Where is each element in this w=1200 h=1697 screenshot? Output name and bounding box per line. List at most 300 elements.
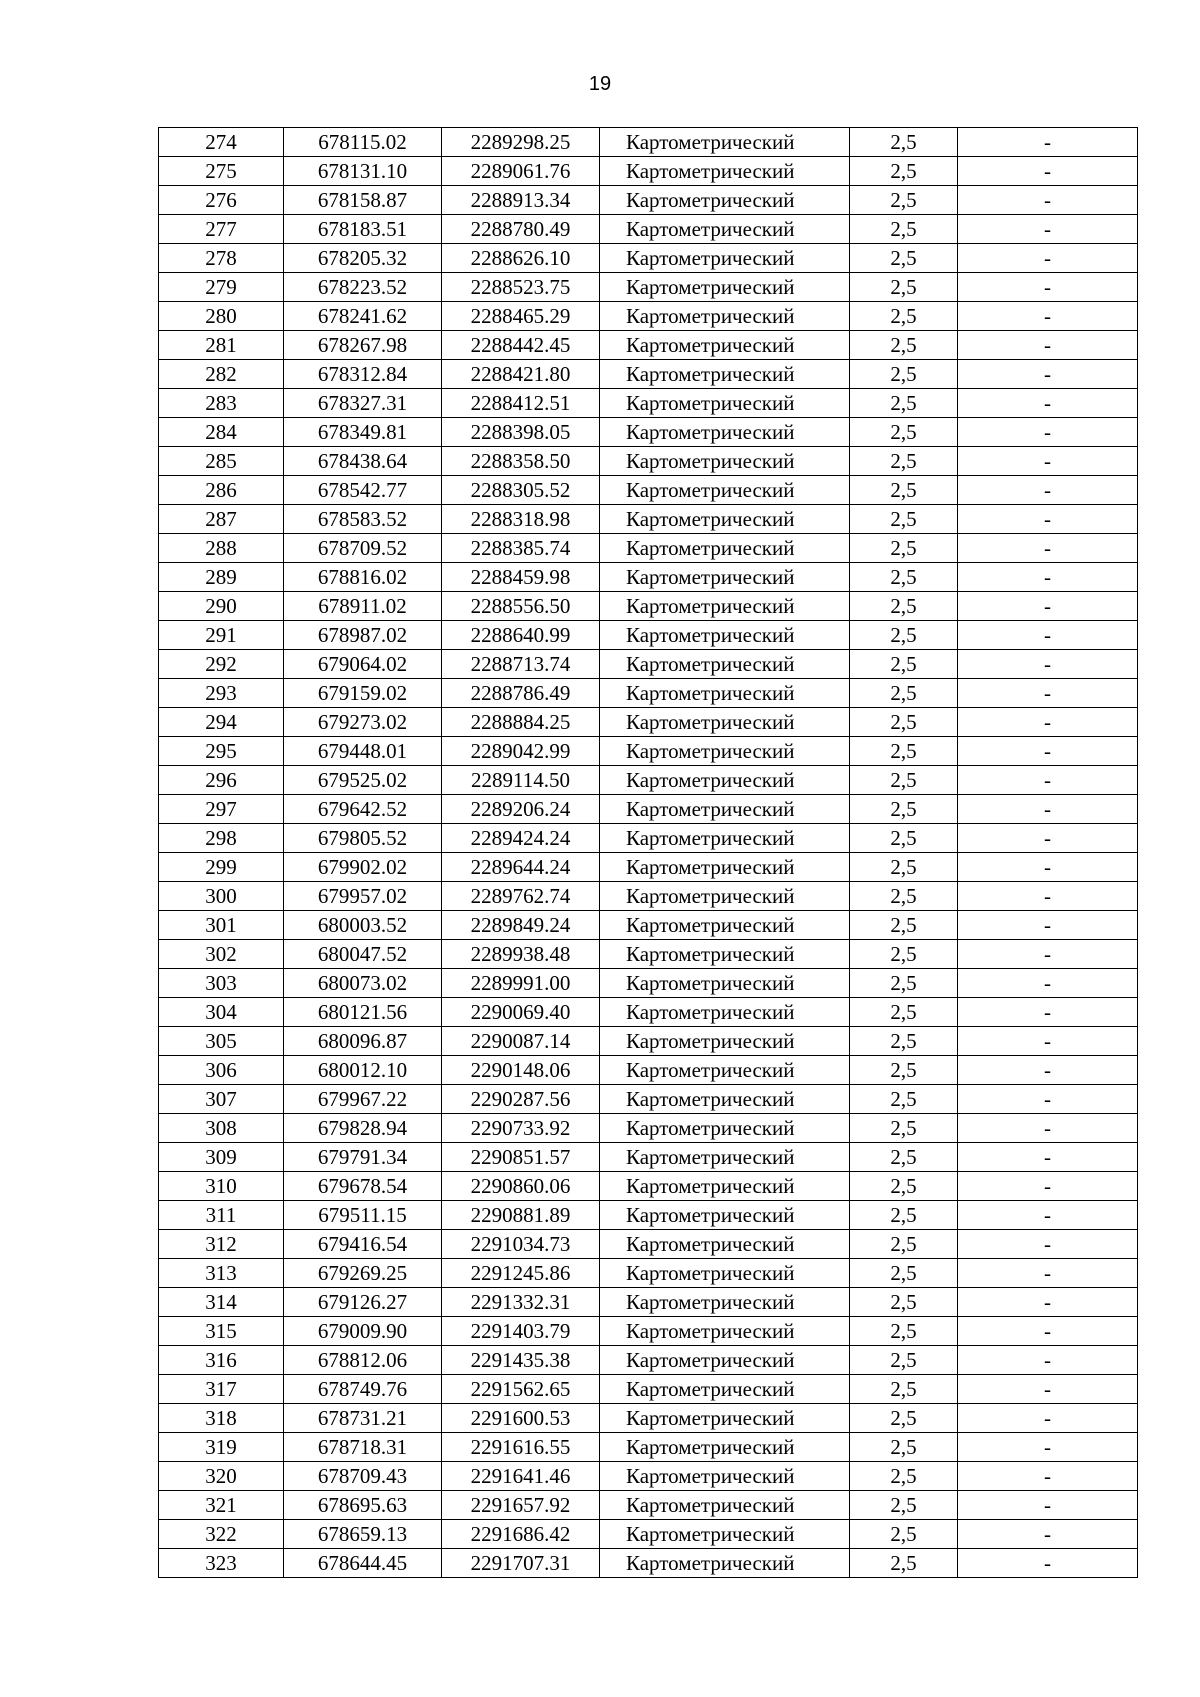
description-cell: - — [958, 215, 1138, 244]
point-number-cell: 299 — [159, 853, 284, 882]
y-coordinate-cell: 2291600.53 — [442, 1404, 600, 1433]
accuracy-cell: 2,5 — [850, 447, 958, 476]
accuracy-cell: 2,5 — [850, 476, 958, 505]
point-number-cell: 303 — [159, 969, 284, 998]
coordinates-table-body — [159, 128, 1138, 1578]
y-coordinate-cell: 2291686.42 — [442, 1520, 600, 1549]
method-cell: Картометрический — [600, 824, 850, 853]
table-row — [159, 418, 1138, 447]
method-cell: Картометрический — [600, 215, 850, 244]
accuracy-cell: 2,5 — [850, 331, 958, 360]
y-coordinate-cell: 2288442.45 — [442, 331, 600, 360]
table-row — [159, 1317, 1138, 1346]
method-cell: Картометрический — [600, 360, 850, 389]
table-row — [159, 1027, 1138, 1056]
y-coordinate-cell: 2288556.50 — [442, 592, 600, 621]
point-number-cell: 280 — [159, 302, 284, 331]
x-coordinate-cell: 679269.25 — [284, 1259, 442, 1288]
accuracy-cell: 2,5 — [850, 505, 958, 534]
description-cell: - — [958, 1317, 1138, 1346]
accuracy-cell: 2,5 — [850, 1317, 958, 1346]
table-row — [159, 592, 1138, 621]
y-coordinate-cell: 2290087.14 — [442, 1027, 600, 1056]
table-row — [159, 1114, 1138, 1143]
description-cell: - — [958, 1027, 1138, 1056]
x-coordinate-cell: 678158.87 — [284, 186, 442, 215]
method-cell: Картометрический — [600, 998, 850, 1027]
y-coordinate-cell: 2288459.98 — [442, 563, 600, 592]
y-coordinate-cell: 2288358.50 — [442, 447, 600, 476]
description-cell: - — [958, 1201, 1138, 1230]
y-coordinate-cell: 2288385.74 — [442, 534, 600, 563]
x-coordinate-cell: 679448.01 — [284, 737, 442, 766]
table-row — [159, 447, 1138, 476]
x-coordinate-cell: 678731.21 — [284, 1404, 442, 1433]
method-cell: Картометрический — [600, 1549, 850, 1578]
table-row — [159, 273, 1138, 302]
description-cell: - — [958, 534, 1138, 563]
x-coordinate-cell: 678349.81 — [284, 418, 442, 447]
point-number-cell: 315 — [159, 1317, 284, 1346]
x-coordinate-cell: 678812.06 — [284, 1346, 442, 1375]
point-number-cell: 308 — [159, 1114, 284, 1143]
y-coordinate-cell: 2289114.50 — [442, 766, 600, 795]
y-coordinate-cell: 2289298.25 — [442, 128, 600, 157]
x-coordinate-cell: 678438.64 — [284, 447, 442, 476]
table-row — [159, 998, 1138, 1027]
y-coordinate-cell: 2288523.75 — [442, 273, 600, 302]
method-cell: Картометрический — [600, 1433, 850, 1462]
point-number-cell: 307 — [159, 1085, 284, 1114]
table-row — [159, 302, 1138, 331]
method-cell: Картометрический — [600, 186, 850, 215]
table-row — [159, 853, 1138, 882]
table-row — [159, 1433, 1138, 1462]
table-row — [159, 505, 1138, 534]
table-row — [159, 1549, 1138, 1578]
table-row — [159, 244, 1138, 273]
y-coordinate-cell: 2289042.99 — [442, 737, 600, 766]
x-coordinate-cell: 679159.02 — [284, 679, 442, 708]
description-cell: - — [958, 476, 1138, 505]
table-row — [159, 737, 1138, 766]
x-coordinate-cell: 679902.02 — [284, 853, 442, 882]
y-coordinate-cell: 2291034.73 — [442, 1230, 600, 1259]
description-cell: - — [958, 969, 1138, 998]
method-cell: Картометрический — [600, 1085, 850, 1114]
point-number-cell: 289 — [159, 563, 284, 592]
y-coordinate-cell: 2289206.24 — [442, 795, 600, 824]
accuracy-cell: 2,5 — [850, 1201, 958, 1230]
accuracy-cell: 2,5 — [850, 911, 958, 940]
y-coordinate-cell: 2291616.55 — [442, 1433, 600, 1462]
y-coordinate-cell: 2289938.48 — [442, 940, 600, 969]
table-row — [159, 534, 1138, 563]
accuracy-cell: 2,5 — [850, 708, 958, 737]
method-cell: Картометрический — [600, 969, 850, 998]
method-cell: Картометрический — [600, 679, 850, 708]
point-number-cell: 282 — [159, 360, 284, 389]
method-cell: Картометрический — [600, 1375, 850, 1404]
y-coordinate-cell: 2291562.65 — [442, 1375, 600, 1404]
accuracy-cell: 2,5 — [850, 157, 958, 186]
accuracy-cell: 2,5 — [850, 1433, 958, 1462]
method-cell: Картометрический — [600, 621, 850, 650]
y-coordinate-cell: 2288913.34 — [442, 186, 600, 215]
method-cell: Картометрический — [600, 1404, 850, 1433]
description-cell: - — [958, 766, 1138, 795]
description-cell: - — [958, 1114, 1138, 1143]
point-number-cell: 295 — [159, 737, 284, 766]
description-cell: - — [958, 244, 1138, 273]
method-cell: Картометрический — [600, 708, 850, 737]
accuracy-cell: 2,5 — [850, 650, 958, 679]
accuracy-cell: 2,5 — [850, 1462, 958, 1491]
y-coordinate-cell: 2291435.38 — [442, 1346, 600, 1375]
point-number-cell: 293 — [159, 679, 284, 708]
point-number-cell: 314 — [159, 1288, 284, 1317]
y-coordinate-cell: 2291332.31 — [442, 1288, 600, 1317]
accuracy-cell: 2,5 — [850, 1549, 958, 1578]
description-cell: - — [958, 128, 1138, 157]
y-coordinate-cell: 2289644.24 — [442, 853, 600, 882]
method-cell: Картометрический — [600, 563, 850, 592]
description-cell: - — [958, 302, 1138, 331]
x-coordinate-cell: 678542.77 — [284, 476, 442, 505]
x-coordinate-cell: 680047.52 — [284, 940, 442, 969]
table-row — [159, 215, 1138, 244]
point-number-cell: 305 — [159, 1027, 284, 1056]
accuracy-cell: 2,5 — [850, 1491, 958, 1520]
description-cell: - — [958, 1491, 1138, 1520]
x-coordinate-cell: 680073.02 — [284, 969, 442, 998]
table-row — [159, 1288, 1138, 1317]
description-cell: - — [958, 273, 1138, 302]
description-cell: - — [958, 1230, 1138, 1259]
y-coordinate-cell: 2288713.74 — [442, 650, 600, 679]
x-coordinate-cell: 679126.27 — [284, 1288, 442, 1317]
point-number-cell: 301 — [159, 911, 284, 940]
method-cell: Картометрический — [600, 476, 850, 505]
point-number-cell: 291 — [159, 621, 284, 650]
y-coordinate-cell: 2289991.00 — [442, 969, 600, 998]
table-row — [159, 1462, 1138, 1491]
description-cell: - — [958, 1288, 1138, 1317]
x-coordinate-cell: 679009.90 — [284, 1317, 442, 1346]
point-number-cell: 322 — [159, 1520, 284, 1549]
method-cell: Картометрический — [600, 534, 850, 563]
point-number-cell: 274 — [159, 128, 284, 157]
x-coordinate-cell: 678312.84 — [284, 360, 442, 389]
x-coordinate-cell: 678115.02 — [284, 128, 442, 157]
method-cell: Картометрический — [600, 1317, 850, 1346]
y-coordinate-cell: 2290733.92 — [442, 1114, 600, 1143]
table-row — [159, 186, 1138, 215]
x-coordinate-cell: 679642.52 — [284, 795, 442, 824]
description-cell: - — [958, 998, 1138, 1027]
accuracy-cell: 2,5 — [850, 360, 958, 389]
method-cell: Картометрический — [600, 128, 850, 157]
x-coordinate-cell: 680012.10 — [284, 1056, 442, 1085]
accuracy-cell: 2,5 — [850, 1027, 958, 1056]
method-cell: Картометрический — [600, 1201, 850, 1230]
y-coordinate-cell: 2289424.24 — [442, 824, 600, 853]
description-cell: - — [958, 1346, 1138, 1375]
x-coordinate-cell: 679273.02 — [284, 708, 442, 737]
accuracy-cell: 2,5 — [850, 737, 958, 766]
method-cell: Картометрический — [600, 1027, 850, 1056]
point-number-cell: 290 — [159, 592, 284, 621]
description-cell: - — [958, 1085, 1138, 1114]
description-cell: - — [958, 882, 1138, 911]
description-cell: - — [958, 621, 1138, 650]
y-coordinate-cell: 2291657.92 — [442, 1491, 600, 1520]
method-cell: Картометрический — [600, 940, 850, 969]
description-cell: - — [958, 389, 1138, 418]
description-cell: - — [958, 708, 1138, 737]
method-cell: Картометрический — [600, 1056, 850, 1085]
x-coordinate-cell: 678659.13 — [284, 1520, 442, 1549]
y-coordinate-cell: 2291641.46 — [442, 1462, 600, 1491]
y-coordinate-cell: 2288421.80 — [442, 360, 600, 389]
description-cell: - — [958, 679, 1138, 708]
y-coordinate-cell: 2290148.06 — [442, 1056, 600, 1085]
y-coordinate-cell: 2290881.89 — [442, 1201, 600, 1230]
x-coordinate-cell: 678695.63 — [284, 1491, 442, 1520]
method-cell: Картометрический — [600, 737, 850, 766]
table-row — [159, 1520, 1138, 1549]
method-cell: Картометрический — [600, 795, 850, 824]
y-coordinate-cell: 2291403.79 — [442, 1317, 600, 1346]
x-coordinate-cell: 678131.10 — [284, 157, 442, 186]
table-row — [159, 708, 1138, 737]
point-number-cell: 309 — [159, 1143, 284, 1172]
x-coordinate-cell: 679525.02 — [284, 766, 442, 795]
page-number: 19 — [588, 73, 612, 95]
y-coordinate-cell: 2288780.49 — [442, 215, 600, 244]
method-cell: Картометрический — [600, 1230, 850, 1259]
x-coordinate-cell: 679791.34 — [284, 1143, 442, 1172]
method-cell: Картометрический — [600, 331, 850, 360]
y-coordinate-cell: 2288640.99 — [442, 621, 600, 650]
description-cell: - — [958, 1056, 1138, 1085]
table-row — [159, 1056, 1138, 1085]
description-cell: - — [958, 1520, 1138, 1549]
accuracy-cell: 2,5 — [850, 1056, 958, 1085]
y-coordinate-cell: 2288318.98 — [442, 505, 600, 534]
description-cell: - — [958, 1549, 1138, 1578]
table-row — [159, 1404, 1138, 1433]
accuracy-cell: 2,5 — [850, 940, 958, 969]
description-cell: - — [958, 331, 1138, 360]
accuracy-cell: 2,5 — [850, 1172, 958, 1201]
method-cell: Картометрический — [600, 505, 850, 534]
accuracy-cell: 2,5 — [850, 679, 958, 708]
y-coordinate-cell: 2289849.24 — [442, 911, 600, 940]
x-coordinate-cell: 679416.54 — [284, 1230, 442, 1259]
method-cell: Картометрический — [600, 273, 850, 302]
y-coordinate-cell: 2288626.10 — [442, 244, 600, 273]
description-cell: - — [958, 505, 1138, 534]
description-cell: - — [958, 1404, 1138, 1433]
point-number-cell: 283 — [159, 389, 284, 418]
description-cell: - — [958, 1172, 1138, 1201]
y-coordinate-cell: 2289762.74 — [442, 882, 600, 911]
point-number-cell: 279 — [159, 273, 284, 302]
point-number-cell: 316 — [159, 1346, 284, 1375]
y-coordinate-cell: 2288884.25 — [442, 708, 600, 737]
table-row — [159, 795, 1138, 824]
accuracy-cell: 2,5 — [850, 766, 958, 795]
x-coordinate-cell: 680121.56 — [284, 998, 442, 1027]
point-number-cell: 297 — [159, 795, 284, 824]
point-number-cell: 275 — [159, 157, 284, 186]
point-number-cell: 318 — [159, 1404, 284, 1433]
description-cell: - — [958, 650, 1138, 679]
point-number-cell: 323 — [159, 1549, 284, 1578]
table-row — [159, 766, 1138, 795]
description-cell: - — [958, 1433, 1138, 1462]
description-cell: - — [958, 360, 1138, 389]
description-cell: - — [958, 186, 1138, 215]
y-coordinate-cell: 2288786.49 — [442, 679, 600, 708]
table-row — [159, 824, 1138, 853]
x-coordinate-cell: 679064.02 — [284, 650, 442, 679]
accuracy-cell: 2,5 — [850, 1230, 958, 1259]
y-coordinate-cell: 2288412.51 — [442, 389, 600, 418]
method-cell: Картометрический — [600, 1491, 850, 1520]
accuracy-cell: 2,5 — [850, 1346, 958, 1375]
x-coordinate-cell: 678183.51 — [284, 215, 442, 244]
accuracy-cell: 2,5 — [850, 853, 958, 882]
accuracy-cell: 2,5 — [850, 1404, 958, 1433]
y-coordinate-cell: 2291707.31 — [442, 1549, 600, 1578]
table-row — [159, 1375, 1138, 1404]
point-number-cell: 276 — [159, 186, 284, 215]
x-coordinate-cell: 679511.15 — [284, 1201, 442, 1230]
y-coordinate-cell: 2290069.40 — [442, 998, 600, 1027]
accuracy-cell: 2,5 — [850, 1143, 958, 1172]
point-number-cell: 294 — [159, 708, 284, 737]
x-coordinate-cell: 678718.31 — [284, 1433, 442, 1462]
method-cell: Картометрический — [600, 592, 850, 621]
description-cell: - — [958, 447, 1138, 476]
x-coordinate-cell: 678223.52 — [284, 273, 442, 302]
accuracy-cell: 2,5 — [850, 244, 958, 273]
point-number-cell: 310 — [159, 1172, 284, 1201]
description-cell: - — [958, 853, 1138, 882]
table-row — [159, 476, 1138, 505]
table-row — [159, 1143, 1138, 1172]
x-coordinate-cell: 678327.31 — [284, 389, 442, 418]
point-number-cell: 286 — [159, 476, 284, 505]
method-cell: Картометрический — [600, 389, 850, 418]
x-coordinate-cell: 678749.76 — [284, 1375, 442, 1404]
method-cell: Картометрический — [600, 1143, 850, 1172]
x-coordinate-cell: 678987.02 — [284, 621, 442, 650]
x-coordinate-cell: 678709.43 — [284, 1462, 442, 1491]
x-coordinate-cell: 678205.32 — [284, 244, 442, 273]
point-number-cell: 296 — [159, 766, 284, 795]
method-cell: Картометрический — [600, 1462, 850, 1491]
table-row — [159, 940, 1138, 969]
y-coordinate-cell: 2288305.52 — [442, 476, 600, 505]
accuracy-cell: 2,5 — [850, 1520, 958, 1549]
table-row — [159, 1085, 1138, 1114]
point-number-cell: 277 — [159, 215, 284, 244]
description-cell: - — [958, 1462, 1138, 1491]
point-number-cell: 321 — [159, 1491, 284, 1520]
table-row — [159, 621, 1138, 650]
accuracy-cell: 2,5 — [850, 882, 958, 911]
x-coordinate-cell: 678644.45 — [284, 1549, 442, 1578]
y-coordinate-cell: 2290287.56 — [442, 1085, 600, 1114]
point-number-cell: 278 — [159, 244, 284, 273]
description-cell: - — [958, 592, 1138, 621]
description-cell: - — [958, 563, 1138, 592]
accuracy-cell: 2,5 — [850, 998, 958, 1027]
table-row — [159, 650, 1138, 679]
table-row — [159, 157, 1138, 186]
accuracy-cell: 2,5 — [850, 418, 958, 447]
accuracy-cell: 2,5 — [850, 186, 958, 215]
y-coordinate-cell: 2290860.06 — [442, 1172, 600, 1201]
description-cell: - — [958, 418, 1138, 447]
x-coordinate-cell: 679805.52 — [284, 824, 442, 853]
accuracy-cell: 2,5 — [850, 563, 958, 592]
point-number-cell: 288 — [159, 534, 284, 563]
method-cell: Картометрический — [600, 1288, 850, 1317]
accuracy-cell: 2,5 — [850, 592, 958, 621]
accuracy-cell: 2,5 — [850, 621, 958, 650]
method-cell: Картометрический — [600, 911, 850, 940]
point-number-cell: 285 — [159, 447, 284, 476]
y-coordinate-cell: 2290851.57 — [442, 1143, 600, 1172]
method-cell: Картометрический — [600, 447, 850, 476]
accuracy-cell: 2,5 — [850, 1288, 958, 1317]
method-cell: Картометрический — [600, 1172, 850, 1201]
method-cell: Картометрический — [600, 1114, 850, 1143]
x-coordinate-cell: 678911.02 — [284, 592, 442, 621]
y-coordinate-cell: 2291245.86 — [442, 1259, 600, 1288]
y-coordinate-cell: 2289061.76 — [442, 157, 600, 186]
method-cell: Картометрический — [600, 1346, 850, 1375]
point-number-cell: 281 — [159, 331, 284, 360]
x-coordinate-cell: 680096.87 — [284, 1027, 442, 1056]
point-number-cell: 319 — [159, 1433, 284, 1462]
table-row — [159, 331, 1138, 360]
table-row — [159, 882, 1138, 911]
method-cell: Картометрический — [600, 244, 850, 273]
accuracy-cell: 2,5 — [850, 534, 958, 563]
method-cell: Картометрический — [600, 157, 850, 186]
x-coordinate-cell: 678241.62 — [284, 302, 442, 331]
point-number-cell: 292 — [159, 650, 284, 679]
table-row — [159, 389, 1138, 418]
description-cell: - — [958, 940, 1138, 969]
x-coordinate-cell: 678709.52 — [284, 534, 442, 563]
point-number-cell: 312 — [159, 1230, 284, 1259]
point-number-cell: 284 — [159, 418, 284, 447]
point-number-cell: 302 — [159, 940, 284, 969]
table-row — [159, 911, 1138, 940]
table-row — [159, 1230, 1138, 1259]
table-row — [159, 563, 1138, 592]
point-number-cell: 317 — [159, 1375, 284, 1404]
point-number-cell: 298 — [159, 824, 284, 853]
point-number-cell: 300 — [159, 882, 284, 911]
description-cell: - — [958, 911, 1138, 940]
